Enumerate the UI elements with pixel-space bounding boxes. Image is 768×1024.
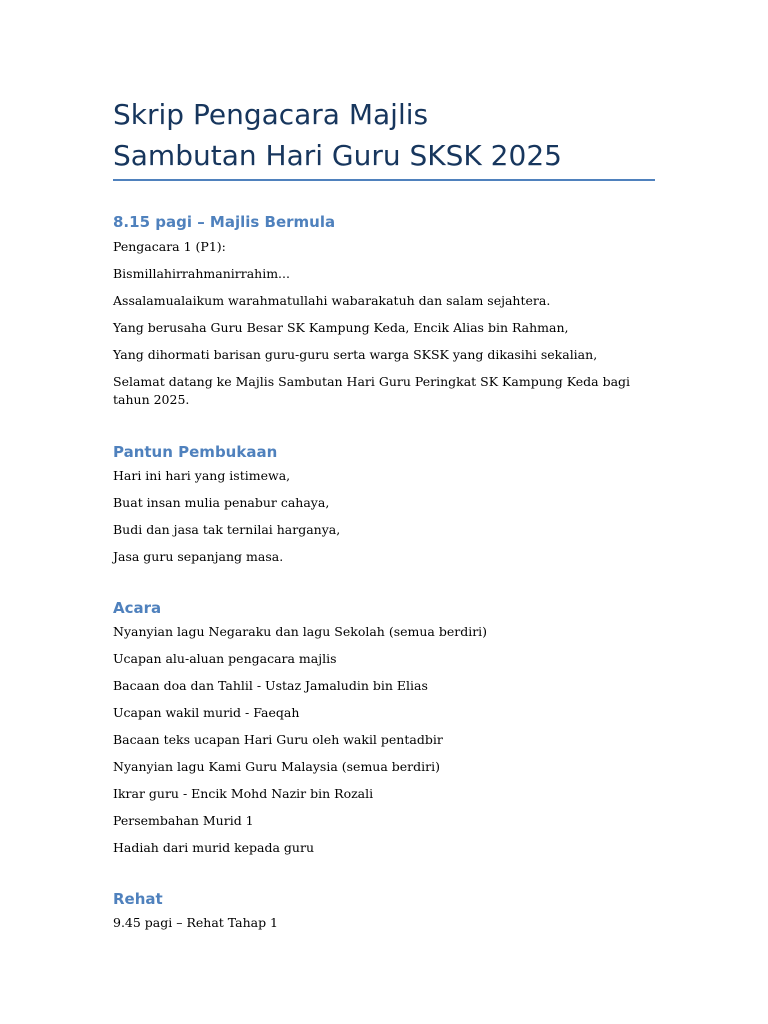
acara-item: Ucapan wakil murid - Faeqah — [113, 705, 300, 720]
paragraph-barisan-guru: Yang dihormati barisan guru-guru serta warga SKSK yang dikasihi sekalian, — [113, 347, 598, 362]
paragraph-pengacara: Pengacara 1 (P1): — [113, 239, 226, 254]
pantun-line: Budi dan jasa tak ternilai harganya, — [113, 522, 341, 537]
paragraph-salam: Assalamualaikum warahmatullahi wabarakatuh dan salam sejahtera. — [113, 293, 551, 308]
document-title — [113, 94, 673, 176]
acara-item: Bacaan teks ucapan Hari Guru oleh wakil pentadbir — [113, 732, 443, 747]
title-line-1: Skrip Pengacara Majlis — [113, 98, 429, 131]
rehat-item: 9.45 pagi – Rehat Tahap 1 — [113, 915, 279, 930]
paragraph-bismillah: Bismillahirrahmanirrahim... — [113, 266, 290, 281]
heading-majlis-bermula: 8.15 pagi – Majlis Bermula — [113, 213, 336, 231]
heading-pantun-pembukaan: Pantun Pembukaan — [113, 443, 278, 461]
acara-item: Hadiah dari murid kepada guru — [113, 840, 315, 855]
pantun-line: Jasa guru sepanjang masa. — [113, 549, 284, 564]
paragraph-selamat-datang: Selamat datang ke Majlis Sambutan Hari Guru Peringkat SK Kampung Keda bagi tahun 2025. — [113, 374, 631, 407]
acara-item: Nyanyian lagu Kami Guru Malaysia (semua berdiri) — [113, 759, 441, 774]
heading-rehat: Rehat — [113, 890, 163, 908]
acara-item: Persembahan Murid 1 — [113, 813, 254, 828]
title-line-2: Sambutan Hari Guru SKSK 2025 — [113, 139, 562, 172]
acara-item: Ucapan alu-aluan pengacara majlis — [113, 651, 337, 666]
title-underline — [113, 179, 655, 181]
acara-item: Bacaan doa dan Tahlil - Ustaz Jamaludin bin Elias — [113, 678, 428, 693]
pantun-line: Hari ini hari yang istimewa, — [113, 468, 291, 483]
acara-item: Ikrar guru - Encik Mohd Nazir bin Rozali — [113, 786, 374, 801]
pantun-line: Buat insan mulia penabur cahaya, — [113, 495, 330, 510]
heading-acara: Acara — [113, 599, 162, 617]
paragraph-guru-besar: Yang berusaha Guru Besar SK Kampung Keda, Encik Alias bin Rahman, — [113, 320, 569, 335]
acara-item: Nyanyian lagu Negaraku dan lagu Sekolah (semua berdiri) — [113, 624, 488, 639]
